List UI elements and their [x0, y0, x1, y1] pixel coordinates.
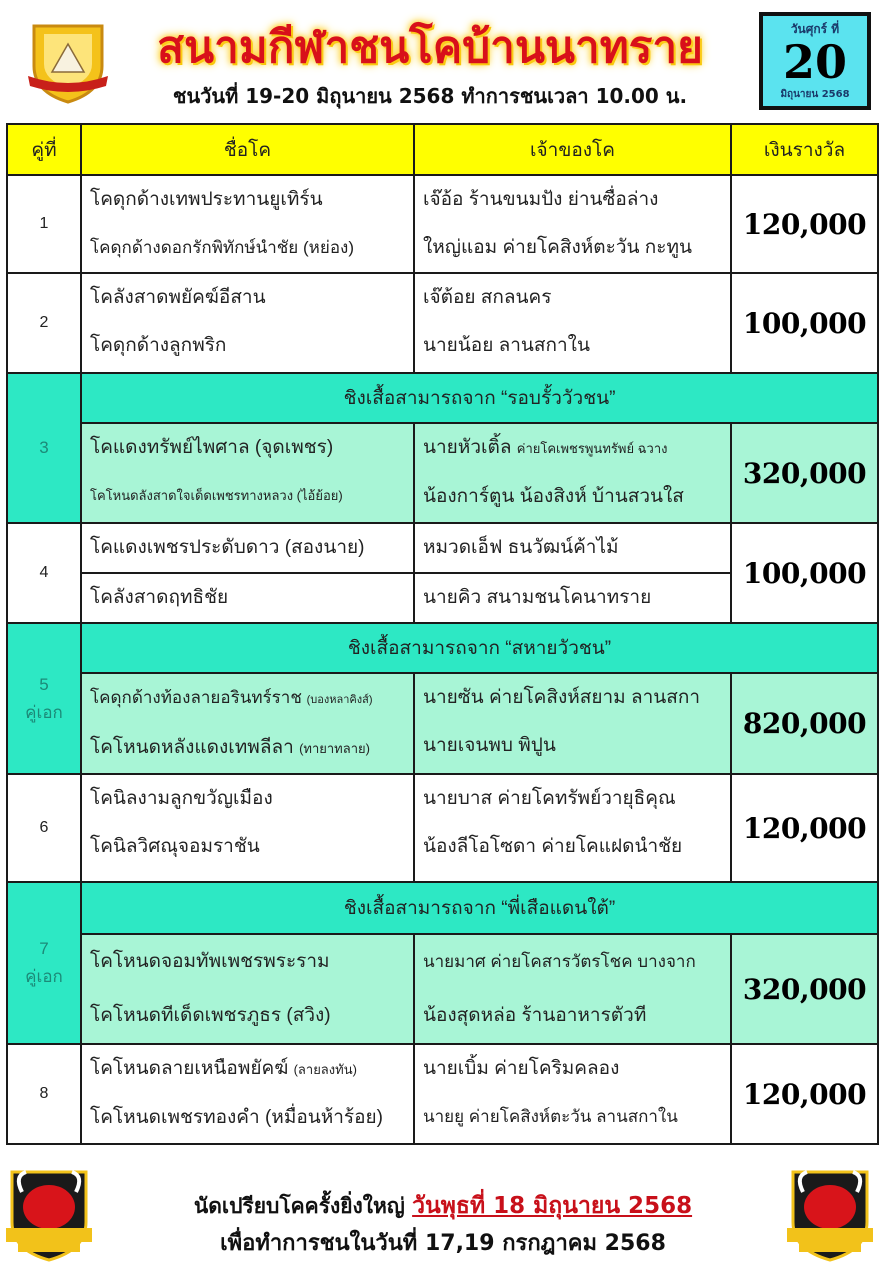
table-header-row	[7, 124, 878, 175]
bull-name: โคดุกด้างลูกพริก	[90, 335, 227, 356]
pair-number: 3	[7, 373, 81, 523]
bull-names	[81, 673, 414, 774]
bull-name: โคโหนดลังสาดใจเด็ดเพชรทางหลวง (ไอ้ย้อย)	[90, 488, 343, 503]
owners	[414, 934, 731, 1044]
bull-name: โคดุกด้างท้องลายอรินทร์ราช	[90, 688, 302, 707]
bull-names	[81, 934, 414, 1044]
column-header-prize: เงินรางวัล	[731, 124, 878, 175]
weigh-in-date: วันพุธที่ 18 มิถุนายน 2568	[412, 1193, 693, 1219]
pair-number-cell	[7, 882, 81, 1044]
owner-name: เจ๊อ้อ ร้านขนมปัง ย่านซื่อล่าง	[423, 189, 659, 210]
table-row	[7, 423, 878, 523]
table-row	[7, 1044, 878, 1144]
owners	[414, 1044, 731, 1144]
table-row	[7, 175, 878, 273]
table-row	[7, 273, 878, 373]
pair-number: 1	[7, 175, 81, 273]
column-header-pair-no: คู่ที่	[7, 124, 81, 175]
table-row	[7, 523, 878, 573]
main-event-tag: คู่เอก	[25, 967, 63, 986]
owner-name-line	[423, 424, 730, 473]
bull-name: โคลังสาดฤทธิชัย	[81, 573, 414, 623]
owners	[414, 273, 731, 373]
date-badge-day: 20	[782, 35, 847, 89]
date-badge-weekday: วันศุกร์ ที่	[790, 22, 840, 36]
page-title: สนามกีฬาชนโคบ้านนาทราย	[157, 22, 703, 73]
bull-logo-icon	[4, 1162, 94, 1262]
bull-name: โคแดงเพชรประดับดาว (สองนาย)	[81, 523, 414, 573]
owner-name: นายยู ค่ายโคสิงห์ตะวัน ลานสกาใน	[423, 1107, 678, 1126]
owner-name: น้องสุดหล่อ ร้านอาหารตัวที	[423, 1005, 647, 1026]
owner-name: เจ๊ต้อย สกลนคร	[423, 287, 552, 308]
prize-amount: 100,000	[731, 523, 878, 623]
pair-number: 4	[7, 523, 81, 623]
table-row	[7, 774, 878, 882]
owner-name: น้องการ์ตูน น้องสิงห์ บ้านสวนใส	[423, 486, 684, 507]
bull-name: โคโหนดหลังแดงเทพลีลา	[90, 737, 294, 758]
prize-amount: 820,000	[731, 673, 878, 774]
owner-name: นายน้อย ลานสกาใน	[423, 335, 590, 356]
owner-name: น้องลีโอโซดา ค่ายโคแฝดนำชัย	[423, 836, 683, 857]
next-event-notice: เพื่อทำการชนในวันที่ 17,19 กรกฎาคม 2568	[220, 1231, 666, 1256]
owner-name: นายเบิ้ม ค่ายโคริมคลอง	[423, 1058, 620, 1079]
bull-names	[81, 774, 414, 882]
owner-name: นายคิว สนามชนโคนาทราย	[414, 573, 731, 623]
bull-name: โคนิลงามลูกขวัญเมือง	[90, 788, 273, 809]
bull-name-line	[90, 724, 413, 773]
weigh-in-notice	[100, 1190, 786, 1222]
shirt-prize-band: ชิงเสื้อสามารถจาก “สหายวัวชน”	[81, 623, 878, 673]
main-event-tag: คู่เอก	[25, 702, 63, 722]
bull-nickname: (ลายลงทัน)	[293, 1062, 357, 1077]
table-row	[7, 934, 878, 1044]
shirt-prize-band-row	[7, 623, 878, 673]
bull-name-line	[90, 674, 413, 724]
shirt-prize-band: ชิงเสื้อสามารถจาก “รอบรั้ววัวชน”	[81, 373, 878, 423]
prize-amount: 320,000	[731, 934, 878, 1044]
owners	[414, 423, 731, 523]
owner-name: นายหัวเติ้ล	[423, 437, 512, 458]
bull-nickname: (ทายาทลาย)	[299, 741, 370, 756]
owner-name: นายเจนพบ พิปูน	[423, 735, 556, 756]
date-badge-month-year: มิถุนายน 2568	[780, 89, 850, 100]
shirt-prize-band: ชิงเสื้อสามารถจาก “พี่เสือแดนใต้”	[81, 882, 878, 934]
owner-name: หมวดเอ็ฟ ธนวัฒน์ค้าไม้	[414, 523, 731, 573]
prize-amount: 100,000	[731, 273, 878, 373]
bull-name: โคดุกด้างดอกรักพิทักษ์นำชัย (หย่อง)	[90, 238, 354, 257]
prize-amount: 120,000	[731, 774, 878, 882]
bull-names	[81, 175, 414, 273]
bull-name: โคดุกด้างเทพประทานยูเทิร์น	[90, 189, 323, 210]
pair-number-cell	[7, 623, 81, 774]
owner-camp: ค่ายโคเพชรพูนทรัพย์ ฉวาง	[516, 441, 668, 456]
bull-name: โคนิลวิศณุจอมราชัน	[90, 836, 260, 857]
bull-name: โคโหนดทีเด็ดเพชรภูธร (สวิง)	[90, 1005, 331, 1026]
column-header-bull-name: ชื่อโค	[81, 124, 414, 175]
owner-name: นายบาส ค่ายโคทรัพย์วายุธิคุณ	[423, 788, 676, 809]
owner-name: ใหญ่แอม ค่ายโคสิงห์ตะวัน กะทูน	[423, 237, 692, 258]
bull-name: โคลังสาดพยัคฆ์อีสาน	[90, 287, 266, 308]
column-header-owner: เจ้าของโค	[414, 124, 731, 175]
date-badge	[759, 12, 871, 110]
pair-number: 2	[7, 273, 81, 373]
bull-names	[81, 423, 414, 523]
owners	[414, 175, 731, 273]
bull-name-line	[90, 1045, 413, 1094]
weigh-in-label: นัดเปรียบโคครั้งยิ่งใหญ่	[193, 1194, 405, 1218]
bull-name: โคโหนดจอมทัพเพชรพระราม	[90, 951, 330, 972]
prize-amount: 320,000	[731, 423, 878, 523]
bull-nickname: (บองหลาคิงส์)	[306, 694, 373, 706]
bull-names	[81, 1044, 414, 1144]
owners	[414, 673, 731, 774]
owner-name: นายมาศ ค่ายโคสารวัตรโชค บางจาก	[423, 952, 696, 971]
bull-names	[81, 273, 414, 373]
pair-number: 7	[39, 939, 49, 958]
prize-amount: 120,000	[731, 1044, 878, 1144]
shirt-prize-band-row	[7, 373, 878, 423]
event-date-subtitle: ชนวันที่ 19-20 มิถุนายน 2568 ทำการชนเวลา 10.00 น.	[172, 84, 688, 108]
venue-shield-logo-icon	[22, 14, 114, 106]
bull-logo-icon	[785, 1162, 875, 1262]
pair-number: 6	[7, 774, 81, 882]
bull-name: โคโหนดลายเหนือพยัคฆ์	[90, 1058, 289, 1079]
table-row	[7, 673, 878, 774]
owner-name: นายซัน ค่ายโคสิงห์สยาม ลานสกา	[423, 687, 701, 708]
shirt-prize-band-row	[7, 882, 878, 934]
pair-number: 5	[39, 674, 49, 694]
bull-name: โคโหนดเพชรทองคำ (หมื่อนห้าร้อย)	[90, 1107, 384, 1128]
prize-amount: 120,000	[731, 175, 878, 273]
bull-name: โคแดงทรัพย์ไพศาล (จุดเพชร)	[90, 437, 334, 458]
pair-number: 8	[7, 1044, 81, 1144]
match-table	[6, 123, 879, 1145]
owners	[414, 774, 731, 882]
